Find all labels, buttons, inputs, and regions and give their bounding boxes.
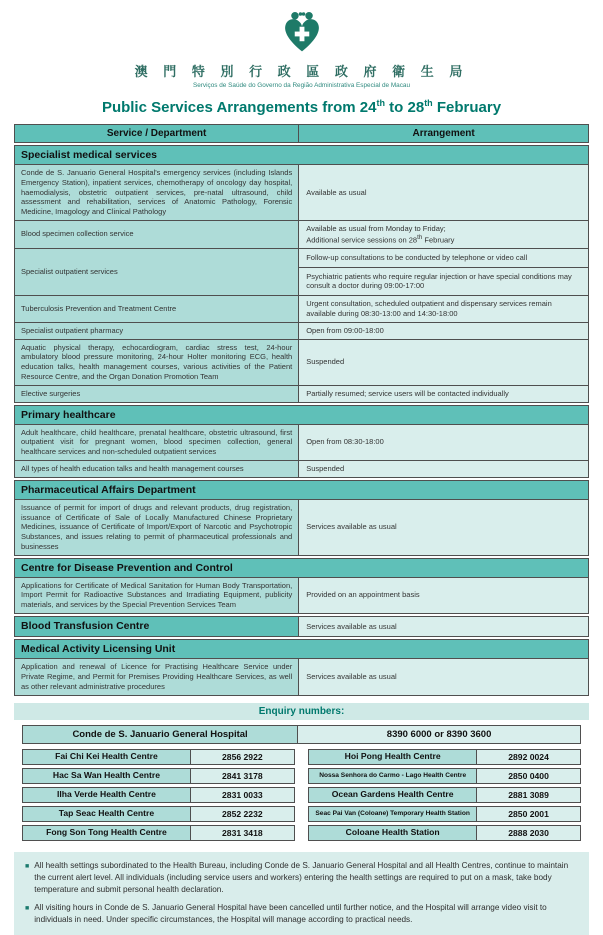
health-centre-row xyxy=(308,825,581,841)
arrangement-cell: Suspended xyxy=(299,461,588,477)
arrangements-table xyxy=(14,124,589,696)
heart-cross-people-icon xyxy=(279,10,325,54)
centre-phone: 2852 2232 xyxy=(191,807,294,821)
centre-phone: 2831 0033 xyxy=(191,788,294,802)
health-centre-row xyxy=(22,806,295,822)
centre-name: Hac Sa Wan Health Centre xyxy=(23,769,191,783)
centre-name: Seac Pai Van (Coloane) Temporary Health Station xyxy=(309,807,477,821)
centre-phone: 2841 3178 xyxy=(191,769,294,783)
service-cell: All types of health education talks and health management courses xyxy=(15,461,299,477)
arrangement-cell: Partially resumed; service users will be contacted individually xyxy=(299,386,588,402)
table-row xyxy=(14,296,589,323)
service-cell: Conde de S. Januario General Hospital's emergency services (including Islands Emergency Station), inpatient services, chemotherapy of oncology day hospital, haemodialysis, obstetric outpatient services, pre-natal ultrasound, child assessment and rehabilitation, services of Anatomic Pathology, Forensic Medicine, Imagology and Clinical Pathology xyxy=(15,165,299,220)
health-centre-row xyxy=(308,768,581,784)
service-cell: Aquatic physical therapy, echocardiogram, cardiac stress test, 24-hour ambulatory blood pressure monitoring, 24-hour Holter monitoring ECG, health education talks, health management courses, various activities of the Patient Resource Centre, and the Organ Donation Promotion Team xyxy=(15,340,299,385)
table-row xyxy=(14,578,589,614)
hospital-name: Conde de S. Januario General Hospital xyxy=(23,726,298,743)
health-centres-right-table xyxy=(308,749,581,844)
arrangement-cell: Open from 08:30-18:00 xyxy=(299,425,588,460)
section-header-primary-healthcare: Primary healthcare xyxy=(14,405,589,425)
service-cell: Blood specimen collection service xyxy=(15,221,299,248)
section-header-pharmaceutical-affairs: Pharmaceutical Affairs Department xyxy=(14,480,589,500)
service-cell: Issuance of permit for import of drugs and relevant products, drug registration, issuance of Certificate of Sale of Locally Manufactured Chinese Proprietary Medicines, issuance of Certificate of Import/Export of Narcotic and Psychotropic Substances, and issues relating to permit of pharmaceutical professionals and businesses xyxy=(15,500,299,555)
arrangement-subcell: Psychiatric patients who require regular injection or have special conditions may consult a doctor during 09:00-17:00 xyxy=(299,267,588,296)
header xyxy=(14,10,589,116)
arrangement-cell: Open from 09:00-18:00 xyxy=(299,323,588,339)
table-row xyxy=(14,461,589,478)
health-centre-row xyxy=(308,787,581,803)
health-centre-row xyxy=(22,787,295,803)
section-header-blood-transfusion-centre: Blood Transfusion Centre xyxy=(15,617,299,637)
arrangement-cell: Urgent consultation, scheduled outpatient and dispensary services remain available during 08:30-13:00 and 14:30-18:00 xyxy=(299,296,588,322)
table-row xyxy=(14,323,589,340)
column-header-service: Service / Department xyxy=(15,125,299,142)
arrangement-cell: Provided on an appointment basis xyxy=(299,578,588,613)
arrangement-cell xyxy=(299,249,588,295)
centre-phone: 2888 2030 xyxy=(477,826,580,840)
column-header-arrangement: Arrangement xyxy=(412,128,475,139)
arrangement-cell: Available as usual from Monday to Friday; Additional service sessions on 28th February xyxy=(299,221,588,248)
org-name-portuguese: Serviços de Saúde do Governo da Região Administrativa Especial de Macau xyxy=(192,82,411,89)
arrangement-cell: Services available as usual xyxy=(299,659,588,694)
footnote-text: All health settings subordinated to the Health Bureau, including Conde de S. Januario General Hospital and all Health Centres, continue to maintain the current alert level. All individuals (including service users and workers) entering the health settings are required to put on a mask, take body temperature and submit personal health declaration. xyxy=(34,860,569,895)
centre-phone: 2892 0024 xyxy=(477,750,580,764)
table-header-row xyxy=(14,124,589,143)
arrangement-cell: Services available as usual xyxy=(299,500,588,555)
page-title: Public Services Arrangements from 24th to 28th February xyxy=(101,98,502,116)
table-row xyxy=(14,425,589,461)
table-row xyxy=(14,165,589,221)
centre-phone: 2850 2001 xyxy=(477,807,580,821)
health-centre-row xyxy=(22,768,295,784)
arrangement-subcell: Follow-up consultations to be conducted by telephone or video call xyxy=(306,252,528,262)
health-centre-row xyxy=(22,749,295,765)
centre-name: Ilha Verde Health Centre xyxy=(23,788,191,802)
health-centre-row xyxy=(308,749,581,765)
centre-phone: 2850 0400 xyxy=(477,769,580,783)
health-centres-tables xyxy=(22,749,581,844)
service-cell: Specialist outpatient pharmacy xyxy=(15,323,299,339)
square-bullet-icon: ■ xyxy=(25,862,30,870)
arrangement-cell: Services available as usual xyxy=(299,617,588,637)
hospital-enquiry-row xyxy=(22,725,581,744)
arrangement-cell: Available as usual xyxy=(299,165,588,220)
service-cell: Specialist outpatient services xyxy=(15,249,299,295)
centre-name: Fai Chi Kei Health Centre xyxy=(23,750,191,764)
footnote xyxy=(25,902,578,927)
table-row xyxy=(14,386,589,403)
health-centre-row xyxy=(308,806,581,822)
centre-name: Hoi Pong Health Centre xyxy=(309,750,477,764)
centre-name: Tap Seac Health Centre xyxy=(23,807,191,821)
arrangement-cell: Suspended xyxy=(299,340,588,385)
hospital-phone-number: 8390 6000 or 8390 3600 xyxy=(298,726,580,743)
section-header-specialist-medical-services: Specialist medical services xyxy=(14,145,589,165)
centre-phone: 2856 2922 xyxy=(191,750,294,764)
centre-name: Ocean Gardens Health Centre xyxy=(309,788,477,802)
footnote xyxy=(25,860,578,897)
table-row xyxy=(14,249,589,296)
section-header-medical-activity-licensing-unit: Medical Activity Licensing Unit xyxy=(14,639,589,659)
service-cell: Application and renewal of Licence for Practising Healthcare Service under Private Regime, and Permit for Premises Providing Healthcare Services, as well as other relevant administrative procedures xyxy=(15,659,299,694)
health-centre-row xyxy=(22,825,295,841)
section-header-cdc: Centre for Disease Prevention and Control xyxy=(14,558,589,578)
centre-name: Nossa Senhora do Carmo - Lago Health Centre xyxy=(309,769,477,783)
centre-name: Fong Son Tong Health Centre xyxy=(23,826,191,840)
centre-name: Coloane Health Station xyxy=(309,826,477,840)
table-row xyxy=(14,340,589,386)
health-centres-left-table xyxy=(22,749,295,844)
enquiry-numbers-heading: Enquiry numbers: xyxy=(14,703,589,720)
service-cell: Tuberculosis Prevention and Treatment Centre xyxy=(15,296,299,322)
service-cell: Applications for Certificate of Medical Sanitation for Human Body Transportation, Import Permit for Radioactive Substances and Irradiating Equipment, publicity materials, and services by the Special Prevention Services Team xyxy=(15,578,299,613)
table-row-blood-transfusion-centre xyxy=(14,616,589,638)
org-name-chinese: 澳 門 特 別 行 政 區 政 府 衛 生 局 xyxy=(134,64,469,79)
service-cell: Adult healthcare, child healthcare, prenatal healthcare, obstetric ultrasound, first outpatient visit for pregnant women, blood specimen collection, general healthcare services and non-scheduled outpatient services xyxy=(15,425,299,460)
service-cell: Elective surgeries xyxy=(15,386,299,402)
centre-phone: 2831 3418 xyxy=(191,826,294,840)
table-row xyxy=(14,221,589,249)
table-row xyxy=(14,659,589,695)
centre-phone: 2881 3089 xyxy=(477,788,580,802)
square-bullet-icon: ■ xyxy=(25,904,30,912)
footnote-text: All visiting hours in Conde de S. Januario General Hospital have been cancelled until further notice, and the Hospital will arrange video visit to individuals in need. Under specific circumstances, the Hospital will manage according to practical needs. xyxy=(34,902,547,924)
table-row xyxy=(14,500,589,556)
footnotes-block xyxy=(14,852,589,935)
